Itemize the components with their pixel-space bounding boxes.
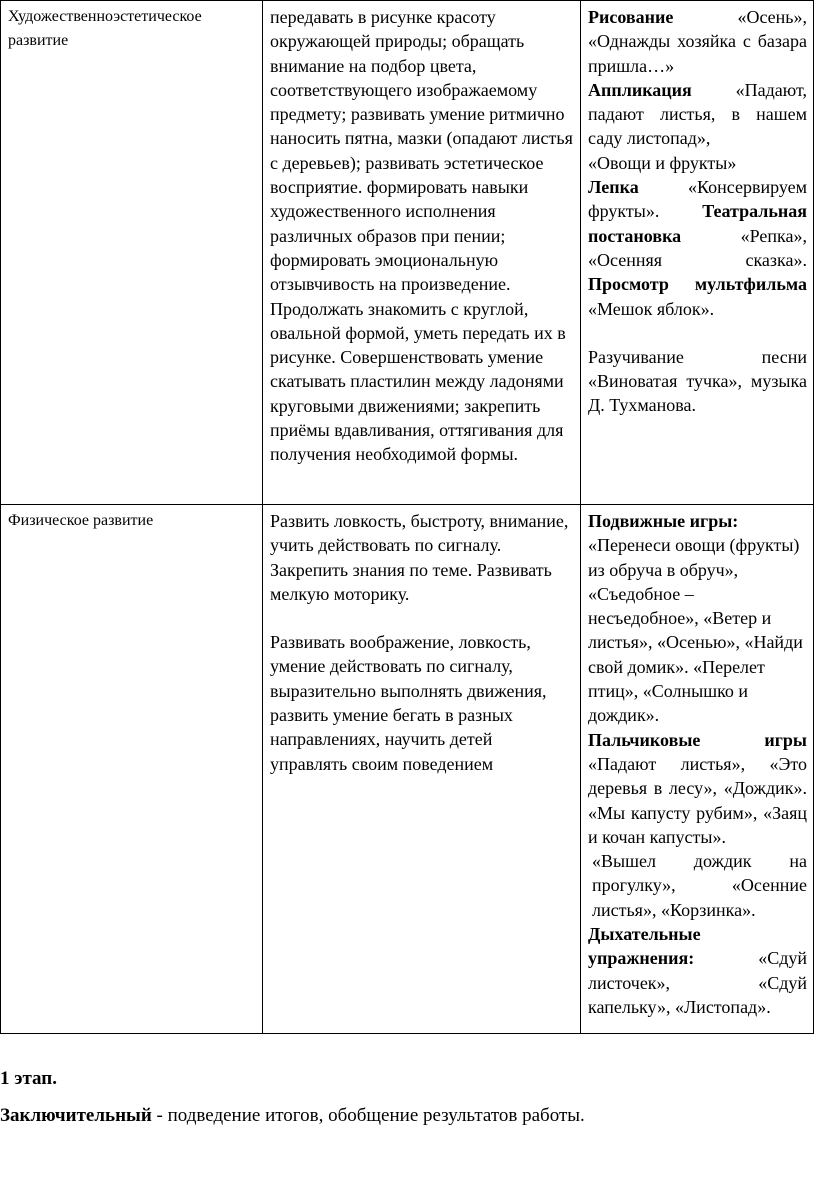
- goals-cell: [263, 1, 581, 505]
- goals-text: Развить ловкость, быстроту, внимание, учить действовать по сигналу. Закрепить знания по теме. Развивать мелкую моторику.: [270, 511, 569, 604]
- drawing-activity: [588, 5, 807, 78]
- goals-cell: [263, 505, 581, 1034]
- activities-cell: [581, 505, 814, 1034]
- applique-text: «Падают, падают листья, в нашем саду листопад»,: [588, 79, 807, 149]
- applique-label: Аппликация: [588, 79, 692, 100]
- spacer: [588, 321, 807, 345]
- song-activity: Разучивание песни «Виноватая тучка», музыка Д. Тухманова.: [588, 346, 807, 416]
- drawing-label: Рисование: [588, 7, 674, 27]
- area-cell: [1, 505, 263, 1034]
- finger-games-label: Пальчиковые игры: [588, 729, 807, 750]
- modeling-label: Лепка: [588, 177, 639, 198]
- drawing-text: «Осень», «Однажды хозяйка с базара пришла…»: [588, 7, 807, 76]
- final-stage-text: - подведение итогов, обобщение результатов работы.: [151, 1105, 585, 1126]
- cartoon-text: «Мешок яблок».: [588, 298, 715, 319]
- modeling-text: «Консервируем фрукты».: [588, 177, 807, 222]
- modeling-activity: [588, 175, 807, 321]
- breathing-label: Дыхательные упражнения:: [588, 924, 701, 969]
- applique-activity: [588, 78, 807, 151]
- table-row: [1, 1, 814, 505]
- breathing-exercises: [588, 922, 807, 1019]
- cartoon-label: Просмотр мультфильма: [588, 274, 807, 295]
- theatre-text: «Репка», «Осенняя сказка».: [588, 225, 807, 270]
- outdoor-games-label: Подвижные игры:: [588, 511, 739, 531]
- theatre-label: Театральная постановка: [588, 201, 807, 246]
- final-stage-line: [0, 1105, 585, 1127]
- final-stage-label: Заключительный: [0, 1105, 152, 1126]
- outdoor-games-text: «Перенеси овощи (фрукты) из обруча в обруч», «Съедобное – несъедобное», «Ветер и листья», «Осенью», «Найди свой домик». «Перелет птиц», «Солнышко и дождик».: [588, 535, 803, 726]
- area-cell: [1, 1, 263, 505]
- table-row: [1, 505, 814, 1034]
- breathing-text: «Сдуй листочек», «Сдуй капельку», «Листопад».: [588, 948, 807, 1017]
- area-label: Художественноэстетическое развитие: [8, 8, 202, 49]
- goals-text: Развивать воображение, ловкость, умение действовать по сигналу, выразительно выполнять движения, развить умение бегать в разных направлениях, научить детей управлять своим поведением: [270, 632, 547, 774]
- finger-games-text: «Падают листья», «Это деревья в лесу», «Дождик». «Мы капусту рубим», «Заяц и кочан капусты».: [588, 753, 807, 847]
- activities-cell: [581, 1, 814, 505]
- applique-text-2: «Овощи и фрукты»: [588, 152, 737, 173]
- finger-games-text-2: «Вышел дождик на прогулку», «Осенние листья», «Корзинка».: [592, 851, 807, 920]
- area-label: Физическое развитие: [8, 512, 154, 529]
- spacer: [270, 606, 574, 630]
- goals-text: передавать в рисунке красоту окружающей природы; обращать внимание на подбор цвета, соответствующего изображаемому предмету; развивать умение ритмично наносить пятна, мазки (опадают листья с деревьев); развивать эстетическое восприятие. формировать навыки художественного исполнения различных образов при пении; формировать эмоциональную отзывчивость на произведение. Продолжать знакомить с круглой, овальной формой, уметь передать их в рисунке. Совершенствовать умение скатывать пластилин между ладонями круговыми движениями; закрепить приёмы вдавливания, оттягивания для получения необходимой формы.: [270, 7, 573, 465]
- stage-heading: 1 этап.: [0, 1068, 57, 1089]
